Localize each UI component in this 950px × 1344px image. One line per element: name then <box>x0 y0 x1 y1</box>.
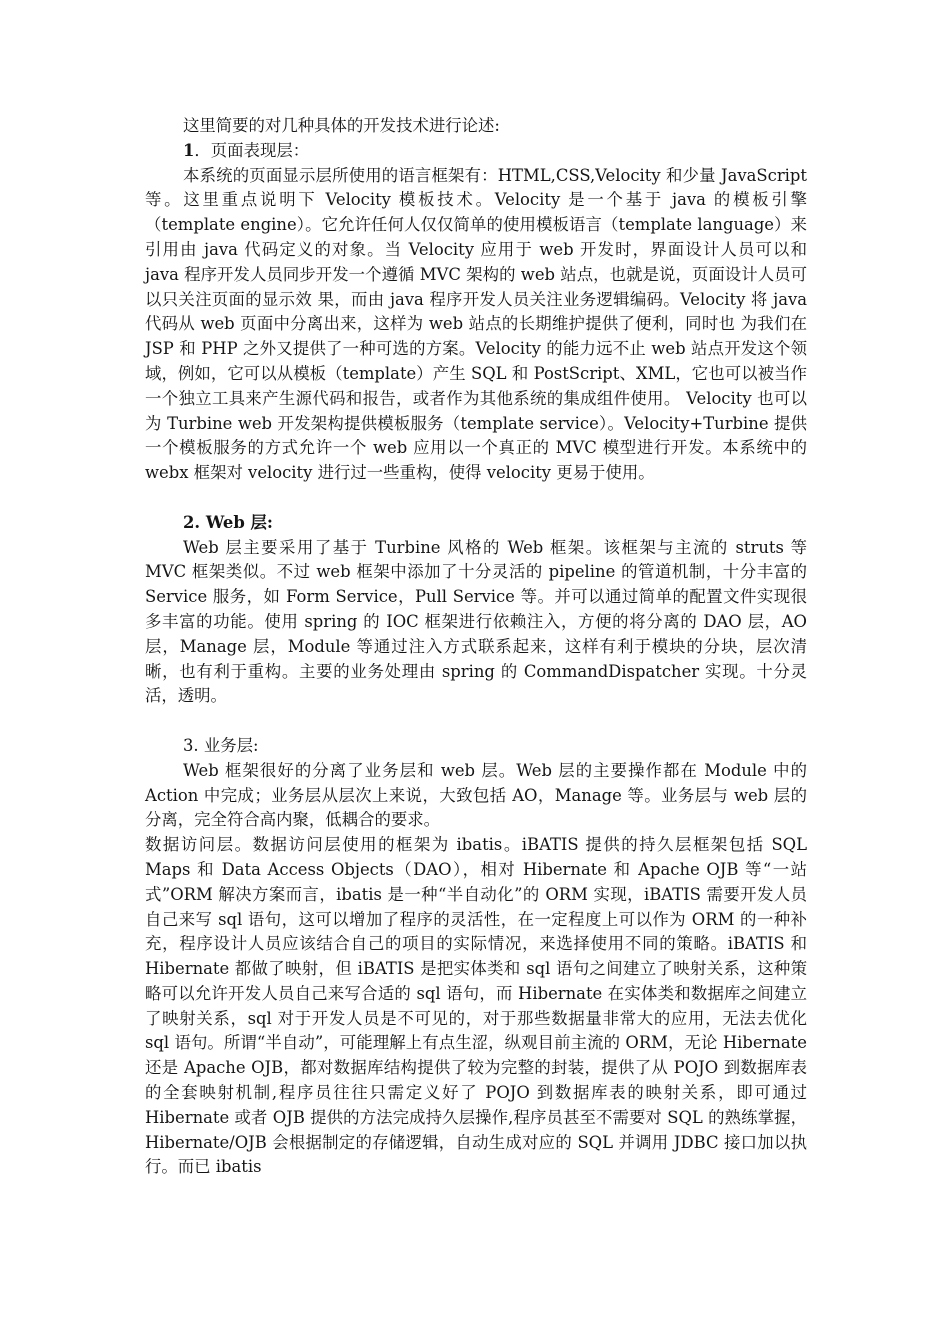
spacer <box>145 486 807 511</box>
document-body <box>145 114 807 1180</box>
section-1-number: 1 <box>183 140 195 160</box>
section-1-title: ．页面表现层： <box>194 140 310 160</box>
section-2-heading: 2. Web 层: <box>183 512 273 532</box>
spacer <box>145 709 807 734</box>
section-2-paragraph: Web 层主要采用了基于 Turbine 风格的 Web 框架。该框架与主流的 struts 等 MVC 框架类似。不过 web 框架中添加了十分灵活的 pipeline 的管道机制，十分丰富的 Service 服务，如 Form Service，Pull Service 等。并可以通过简单的配置文件实现很多丰富的功能。使用 spring 的 IOC 框架进行依赖注入，方便的将分离的 DAO 层，AO 层，Manage 层，Module 等通过注入方式联系起来，这样有利于模块的分块，层次清晰，也有利于重构。主要的业务处理由 spring 的 CommandDispatcher 实现。十分灵活，透明。 <box>145 537 807 706</box>
section-1-heading <box>145 139 807 164</box>
intro-line: 这里简要的对几种具体的开发技术进行论述: <box>183 116 500 135</box>
section-3-paragraph-1: Web 框架很好的分离了业务层和 web 层。Web 层的主要操作都在 Module 中的 Action 中完成；业务层从层次上来说，大致包括 AO，Manage 等。业务层与 web 层的分离，完全符合高内聚，低耦合的要求。 <box>145 760 807 830</box>
section-3-heading: 3. 业务层: <box>183 735 259 755</box>
section-1-paragraph: 本系统的页面显示层所使用的语言框架有：HTML,CSS,Velocity 和少量 JavaScript 等。这里重点说明下 Velocity 模板技术。Velocity 是一个基于 java 的模板引擎（template engine）。它允许任何人仅仅简单的使用模板语言（template language）来引用由 java 代码定义的对象。当 Velocity 应用于 web 开发时，界面设计人员可以和 java 程序开发人员同步开发一个遵循 MVC 架构的 web 站点，也就是说，页面设计人员可以只关注页面的显示效 果，而由 java 程序开发人员关注业务逻辑编码。Velocity 将 java 代码从 web 页面中分离出来，这样为 web 站点的长期维护提供了便利，同时也 为我们在 JSP 和 PHP 之外又提供了一种可选的方案。Velocity 的能力远不止 web 站点开发这个领域，例如，它可以从模板（template）产生 SQL 和 PostScript、XML，它也可以被当作一个独立工具来产生源代码和报告，或者作为其他系统的集成组件使用。 Velocity 也可以为 Turbine web 开发架构提供模板服务（template service）。Velocity+Turbine 提供一个模板服务的方式允许一个 web 应用以一个真正的 MVC 模型进行开发。本系统中的 webx 框架对 velocity 进行过一些重构，使得 velocity 更易于使用。 <box>145 165 807 483</box>
section-3-paragraph-2: 数据访问层。数据访问层使用的框架为 ibatis。iBATIS 提供的持久层框架包括 SQL Maps 和 Data Access Objects（DAO），相对 Hibernate 和 Apache OJB 等“一站式”ORM 解决方案而言，ibatis 是一种“半自动化”的 ORM 实现，iBATIS 需要开发人员自己来写 sql 语句，这可以增加了程序的灵活性，在一定程度上可以作为 ORM 的一种补充，程序设计人员应该结合自己的项目的实际情况，来选择使用不同的策略。iBATIS 和 Hibernate 都做了映射，但 iBATIS 是把实体类和 sql 语句之间建立了映射关系，这种策略可以允许开发人员自己来写合适的 sql 语句，而 Hibernate 在实体类和数据库之间建立了映射关系，sql 对于开发人员是不可见的，对于那些数据量非常大的应用，无法去优化 sql 语句。所谓“半自动”，可能理解上有点生涩，纵观目前主流的 ORM，无论 Hibernate 还是 Apache OJB，都对数据库结构提供了较为完整的封装，提供了从 POJO 到数据库表的全套映射机制,程序员往往只需定义好了 POJO 到数据库表的映射关系，即可通过 Hibernate 或者 OJB 提供的方法完成持久层操作,程序员甚至不需要对 SQL 的熟练掌握， Hibernate/OJB 会根据制定的存储逻辑，自动生成对应的 SQL 并调用 JDBC 接口加以执行。而已 ibatis <box>145 835 807 1177</box>
